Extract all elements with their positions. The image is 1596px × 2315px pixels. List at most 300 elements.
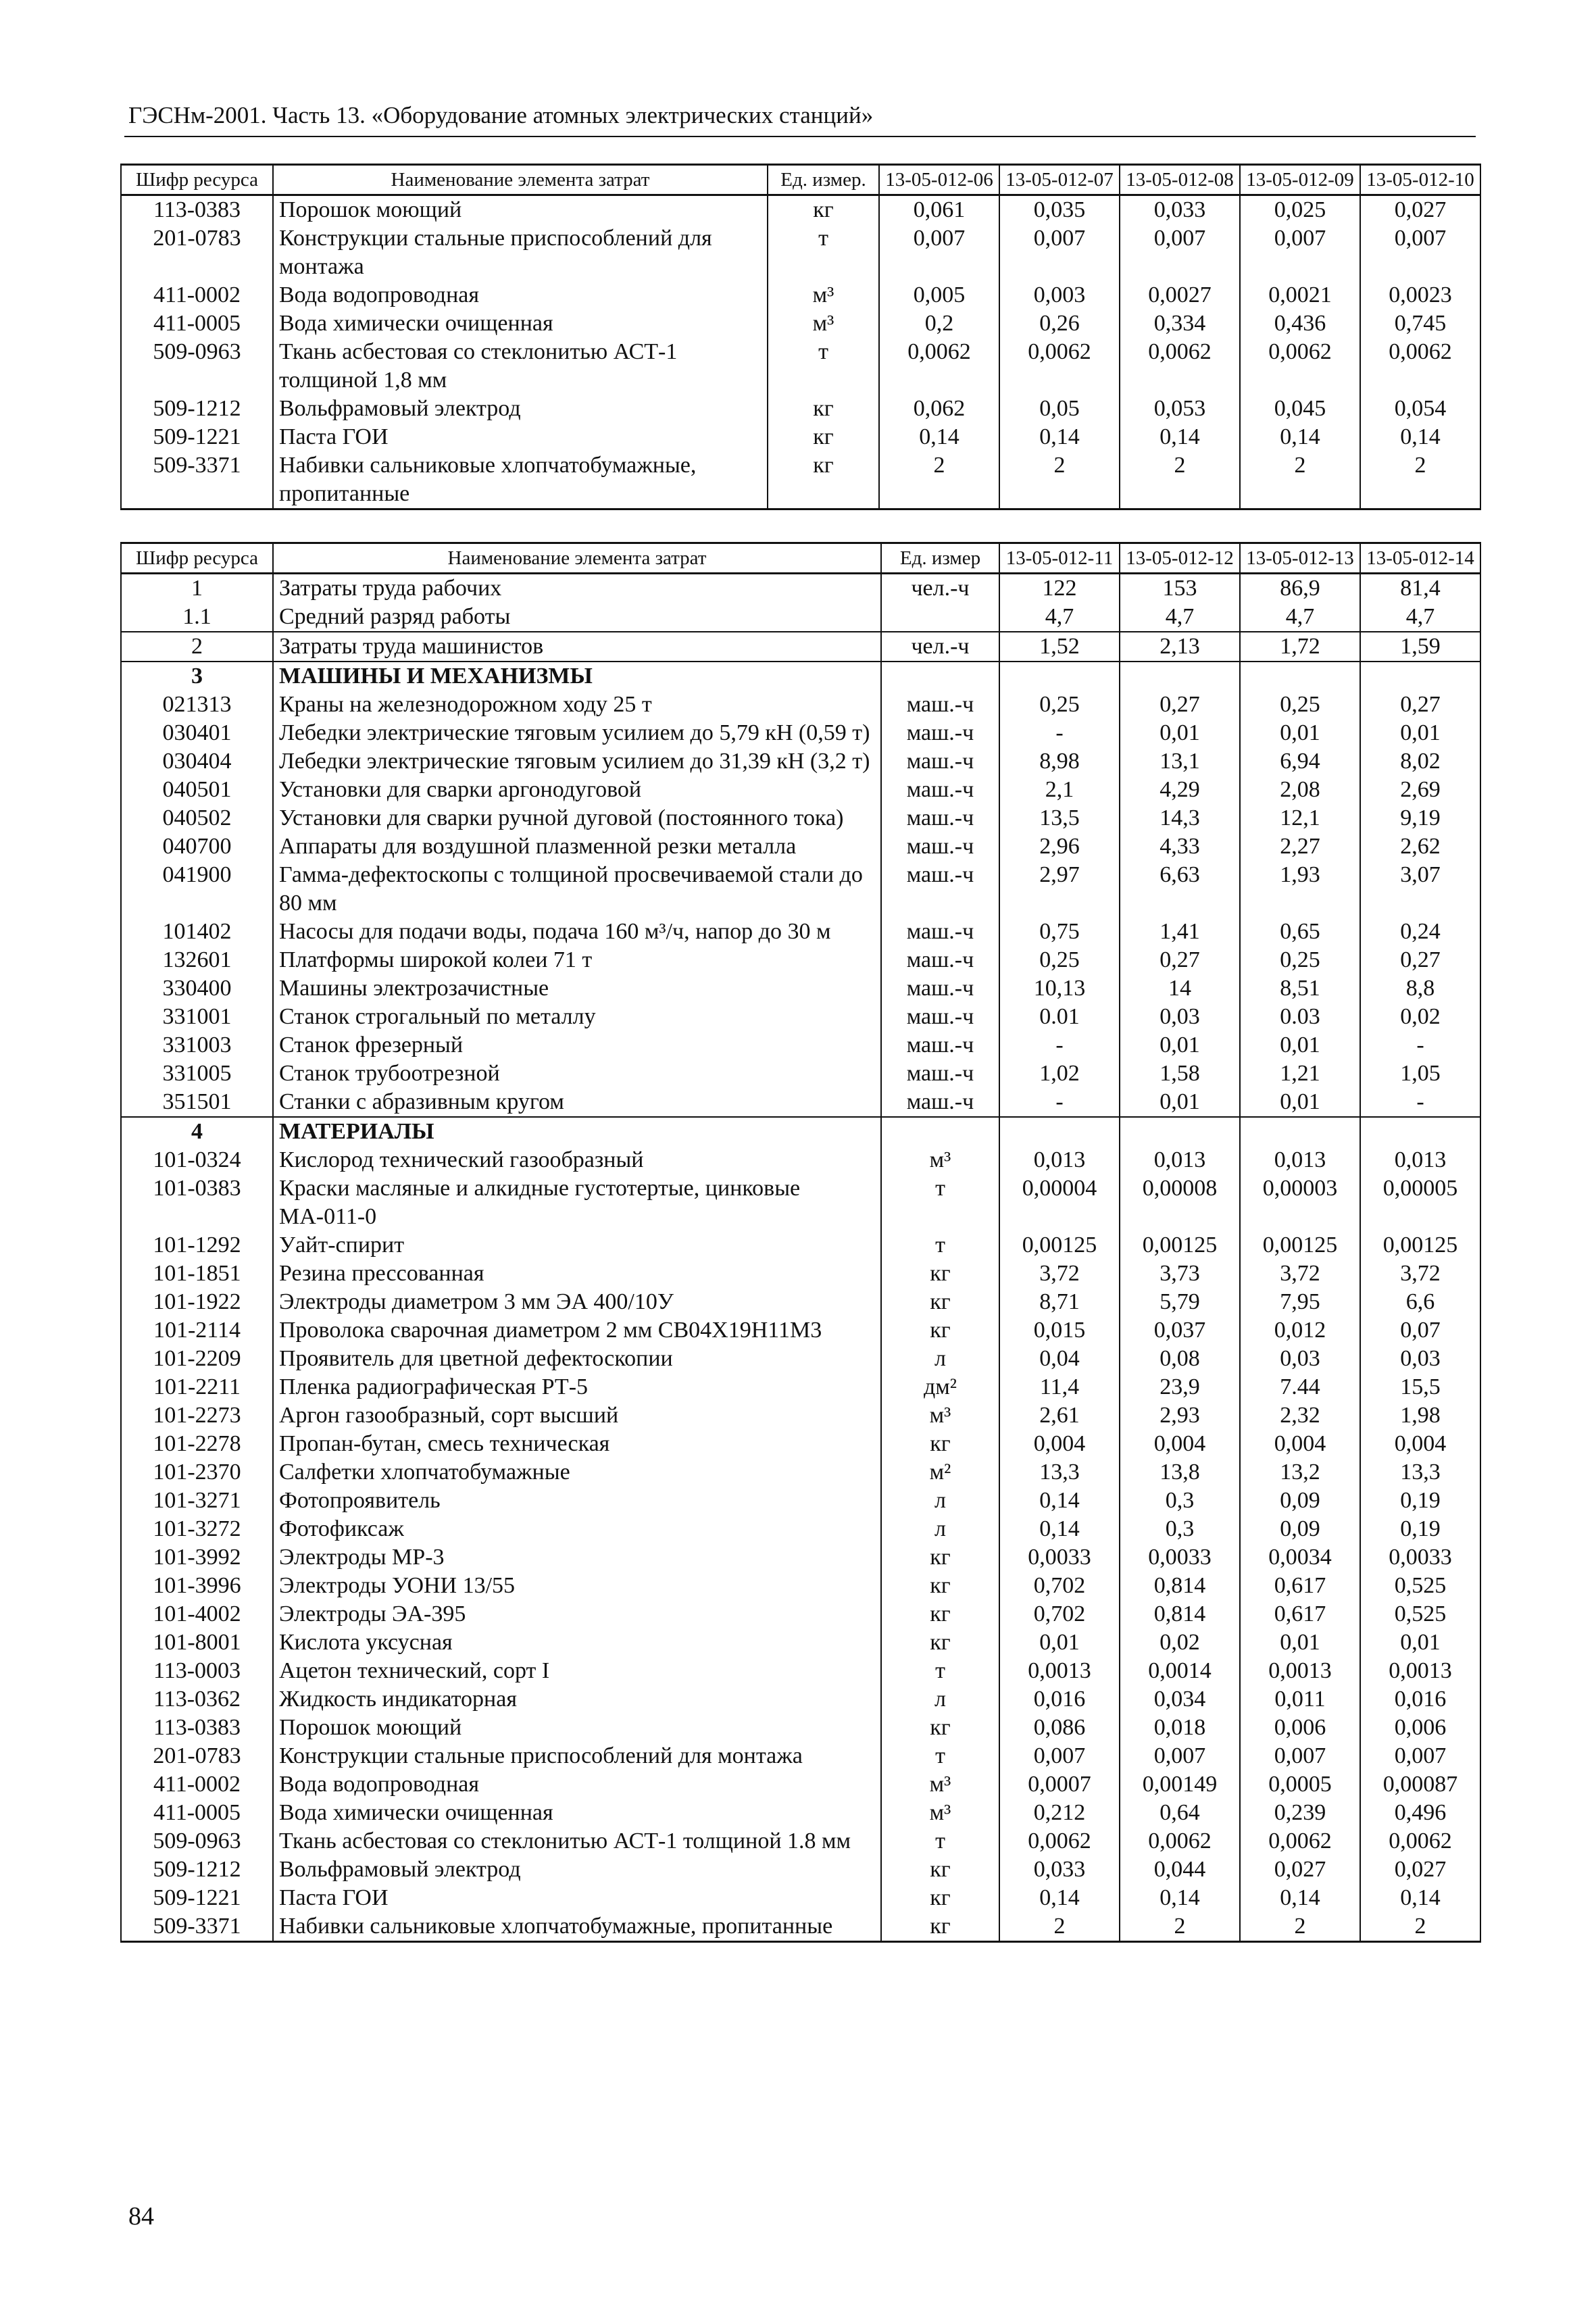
value-cell: 0,14 (999, 1487, 1120, 1515)
resource-code-cell: 201-0783 (121, 1742, 273, 1770)
column-header: Шифр ресурса (121, 165, 273, 195)
unit-cell: маш.-ч (881, 691, 999, 719)
value-cell: 0,013 (999, 1146, 1120, 1174)
unit-cell: кг (881, 1572, 999, 1600)
value-cell: 0,0013 (1360, 1657, 1480, 1685)
resource-name-cell: Установки для сварки ручной дуговой (постоянного тока) (273, 804, 881, 832)
resource-code-cell: 509-1221 (121, 423, 273, 451)
unit-cell: м³ (881, 1146, 999, 1174)
value-cell: 0,01 (1120, 1031, 1240, 1060)
value-cell: 0,0014 (1120, 1657, 1240, 1685)
value-cell: 0,034 (1120, 1685, 1240, 1714)
resource-code-cell: 330400 (121, 974, 273, 1003)
resource-name-cell: Порошок моющий (273, 195, 768, 225)
resource-name-cell: Станок строгальный по металлу (273, 1003, 881, 1031)
value-cell: 3,72 (1360, 1260, 1480, 1288)
value-cell: 0,436 (1240, 309, 1360, 338)
table-row (121, 776, 1480, 804)
value-cell: 0,14 (999, 1515, 1120, 1543)
value-cell: 0,09 (1240, 1515, 1360, 1543)
unit-cell: маш.-ч (881, 719, 999, 747)
resource-name-cell: Установки для сварки аргонодуговой (273, 776, 881, 804)
value-cell: 0,0021 (1240, 281, 1360, 309)
resource-code-cell: 113-0362 (121, 1685, 273, 1714)
unit-cell: маш.-ч (881, 1088, 999, 1117)
value-cell: 5,79 (1120, 1288, 1240, 1316)
value-cell: 0,239 (1240, 1799, 1360, 1827)
resource-code-cell: 509-0963 (121, 1827, 273, 1856)
value-cell: 0,14 (1360, 423, 1480, 451)
value-cell: 0,08 (1120, 1345, 1240, 1373)
resource-name-cell: Конструкции стальные приспособлений для монтажа (273, 224, 768, 281)
value-cell: 0,007 (1240, 1742, 1360, 1770)
value-cell: 0,004 (1240, 1430, 1360, 1458)
resource-code-cell: 101-2114 (121, 1316, 273, 1345)
column-header: Ед. измер. (768, 165, 879, 195)
value-cell: 0,814 (1120, 1600, 1240, 1628)
unit-cell: кг (768, 423, 879, 451)
value-cell: 0,0033 (999, 1543, 1120, 1572)
value-cell: 0,007 (1360, 224, 1480, 281)
table-row (121, 574, 1480, 603)
table-row (121, 1088, 1480, 1117)
unit-cell: кг (768, 451, 879, 509)
value-cell: 0,007 (1120, 1742, 1240, 1770)
unit-cell: т (768, 224, 879, 281)
value-cell: 6,94 (1240, 747, 1360, 776)
resource-name-cell: Вольфрамовый электрод (273, 1856, 881, 1884)
resource-code-cell: 113-0383 (121, 1714, 273, 1742)
unit-cell: м³ (768, 309, 879, 338)
value-cell: 0,14 (1360, 1884, 1480, 1912)
value-cell: 4,7 (1120, 603, 1240, 632)
value-cell: 0,75 (999, 918, 1120, 946)
value-cell: 2 (879, 451, 999, 509)
value-cell: 0,814 (1120, 1572, 1240, 1600)
value-cell: 0,02 (1360, 1003, 1480, 1031)
value-cell: 0,14 (1240, 423, 1360, 451)
table-row (121, 1146, 1480, 1174)
table-row (121, 1799, 1480, 1827)
value-cell (1360, 1117, 1480, 1146)
page-number: 84 (128, 2202, 154, 2231)
value-cell: 0,0062 (999, 1827, 1120, 1856)
value-cell: 0,013 (1360, 1146, 1480, 1174)
resource-code-cell: 4 (121, 1117, 273, 1146)
value-cell: 0,061 (879, 195, 999, 225)
value-cell: 0,013 (1240, 1146, 1360, 1174)
resource-name-cell: Вода химически очищенная (273, 309, 768, 338)
unit-cell: л (881, 1515, 999, 1543)
value-cell: - (1360, 1088, 1480, 1117)
value-cell: 0,004 (999, 1430, 1120, 1458)
table-row (121, 1714, 1480, 1742)
table-row (121, 423, 1480, 451)
value-cell: 0,14 (999, 1884, 1120, 1912)
value-cell (1120, 662, 1240, 691)
resource-name-cell: Аппараты для воздушной плазменной резки металла (273, 832, 881, 861)
value-cell: 0,007 (1360, 1742, 1480, 1770)
column-header: Ед. измер (881, 543, 999, 574)
value-cell: 0,01 (1240, 1628, 1360, 1657)
table-row (121, 1827, 1480, 1856)
value-cell: 6,6 (1360, 1288, 1480, 1316)
value-cell: 0,0062 (1120, 338, 1240, 395)
value-cell: 2 (1240, 1912, 1360, 1942)
table-row (121, 1174, 1480, 1231)
resource-name-cell: Жидкость индикаторная (273, 1685, 881, 1714)
resource-code-cell: 411-0005 (121, 1799, 273, 1827)
value-cell: 0,26 (999, 309, 1120, 338)
value-cell: 0,02 (1120, 1628, 1240, 1657)
resource-name-cell: Электроды МР-3 (273, 1543, 881, 1572)
resource-code-cell: 040502 (121, 804, 273, 832)
resource-name-cell: Вольфрамовый электрод (273, 395, 768, 423)
table-row (121, 1003, 1480, 1031)
unit-cell: кг (768, 395, 879, 423)
resource-name-cell: Затраты труда рабочих (273, 574, 881, 603)
value-cell: 0,003 (999, 281, 1120, 309)
value-cell: 2,08 (1240, 776, 1360, 804)
table-row (121, 1031, 1480, 1060)
unit-cell: м² (881, 1458, 999, 1487)
resource-name-cell: Насосы для подачи воды, подача 160 м³/ч, напор до 30 м (273, 918, 881, 946)
value-cell: 0,0062 (1360, 1827, 1480, 1856)
value-cell: 2,93 (1120, 1401, 1240, 1430)
value-cell: 3,07 (1360, 861, 1480, 918)
unit-cell: маш.-ч (881, 804, 999, 832)
value-cell: 0,334 (1120, 309, 1240, 338)
value-cell: 0,027 (1360, 195, 1480, 225)
value-cell: 13,2 (1240, 1458, 1360, 1487)
resource-code-cell: 101-2370 (121, 1458, 273, 1487)
resource-name-cell: Ткань асбестовая со стеклонитью АСТ-1 толщиной 1,8 мм (273, 338, 768, 395)
resource-name-cell: Паста ГОИ (273, 423, 768, 451)
value-cell: 12,1 (1240, 804, 1360, 832)
table-row (121, 1487, 1480, 1515)
value-cell: 81,4 (1360, 574, 1480, 603)
value-cell: 0,01 (1240, 719, 1360, 747)
value-cell: 0,64 (1120, 1799, 1240, 1827)
value-cell: 2,69 (1360, 776, 1480, 804)
value-cell: 11,4 (999, 1373, 1120, 1401)
value-cell: 2,1 (999, 776, 1120, 804)
resource-name-cell: Вода водопроводная (273, 281, 768, 309)
value-cell: 0,0062 (1240, 338, 1360, 395)
value-cell: 2,96 (999, 832, 1120, 861)
value-cell: 0,0062 (1120, 1827, 1240, 1856)
resource-code-cell: 1.1 (121, 603, 273, 632)
value-cell: 0,054 (1360, 395, 1480, 423)
value-cell: 0,007 (999, 1742, 1120, 1770)
value-cell: 0,617 (1240, 1600, 1360, 1628)
value-cell: 1,52 (999, 632, 1120, 662)
table-row (121, 1572, 1480, 1600)
value-cell: 0,00149 (1120, 1770, 1240, 1799)
resource-code-cell: 101-2209 (121, 1345, 273, 1373)
resource-code-cell: 509-1212 (121, 395, 273, 423)
unit-cell (881, 603, 999, 632)
value-cell (1120, 1117, 1240, 1146)
unit-cell: маш.-ч (881, 747, 999, 776)
value-cell: 0,00003 (1240, 1174, 1360, 1231)
value-cell: 0,05 (999, 395, 1120, 423)
value-cell: 0,015 (999, 1316, 1120, 1345)
page-header-title: ГЭСНм-2001. Часть 13. «Оборудование атомных электрических станций» (128, 102, 874, 128)
value-cell: 2,62 (1360, 832, 1480, 861)
resource-name-cell: Лебедки электрические тяговым усилием до 5,79 кН (0,59 т) (273, 719, 881, 747)
value-cell: 0,007 (1120, 224, 1240, 281)
value-cell: 0,0005 (1240, 1770, 1360, 1799)
resource-code-cell: 101-2278 (121, 1430, 273, 1458)
value-cell: 3,72 (999, 1260, 1120, 1288)
resource-code-cell: 3 (121, 662, 273, 691)
value-cell (1360, 662, 1480, 691)
value-cell: 0,027 (1360, 1856, 1480, 1884)
table-row (121, 451, 1480, 509)
value-cell: 4,7 (999, 603, 1120, 632)
resource-name-cell: Машины электрозачистные (273, 974, 881, 1003)
unit-cell: л (881, 1345, 999, 1373)
resource-name-cell: Станок фрезерный (273, 1031, 881, 1060)
resource-table-2 (120, 542, 1481, 1943)
value-cell: 0,006 (1360, 1714, 1480, 1742)
value-cell: 1,98 (1360, 1401, 1480, 1430)
value-cell: 2 (999, 451, 1120, 509)
value-cell: 1,59 (1360, 632, 1480, 662)
value-cell: 1,72 (1240, 632, 1360, 662)
value-cell: 23,9 (1120, 1373, 1240, 1401)
resource-code-cell: 331003 (121, 1031, 273, 1060)
value-cell: 0,025 (1240, 195, 1360, 225)
column-header: 13-05-012-12 (1120, 543, 1240, 574)
value-cell: 14,3 (1120, 804, 1240, 832)
resource-name-cell: Станок трубоотрезной (273, 1060, 881, 1088)
table-row (121, 1401, 1480, 1430)
table-row (121, 1856, 1480, 1884)
resource-code-cell: 201-0783 (121, 224, 273, 281)
resource-name-cell: МАТЕРИАЛЫ (273, 1117, 881, 1146)
unit-cell: чел.-ч (881, 632, 999, 662)
unit-cell: кг (881, 1884, 999, 1912)
resource-code-cell: 101-3996 (121, 1572, 273, 1600)
value-cell: 8,71 (999, 1288, 1120, 1316)
table-row (121, 195, 1480, 225)
resource-code-cell: 041900 (121, 861, 273, 918)
unit-cell: маш.-ч (881, 1060, 999, 1088)
unit-cell: м³ (881, 1799, 999, 1827)
table-row (121, 918, 1480, 946)
value-cell: 0,27 (1120, 946, 1240, 974)
column-header: 13-05-012-13 (1240, 543, 1360, 574)
resource-name-cell: Кислота уксусная (273, 1628, 881, 1657)
value-cell: 0,01 (1240, 1031, 1360, 1060)
unit-cell: т (768, 338, 879, 395)
resource-code-cell: 101-1292 (121, 1231, 273, 1260)
unit-cell: кг (881, 1288, 999, 1316)
unit-cell: кг (768, 195, 879, 225)
table-row (121, 1060, 1480, 1088)
value-cell: 0,0013 (1240, 1657, 1360, 1685)
value-cell: 0,00008 (1120, 1174, 1240, 1231)
value-cell: 0,035 (999, 195, 1120, 225)
unit-cell: л (881, 1487, 999, 1515)
value-cell: - (999, 1088, 1120, 1117)
resource-code-cell: 509-3371 (121, 1912, 273, 1942)
value-cell: 2 (999, 1912, 1120, 1942)
value-cell: 2,13 (1120, 632, 1240, 662)
column-header: 13-05-012-09 (1240, 165, 1360, 195)
table-row (121, 1600, 1480, 1628)
value-cell: 0,011 (1240, 1685, 1360, 1714)
resource-code-cell: 132601 (121, 946, 273, 974)
resource-code-cell: 2 (121, 632, 273, 662)
value-cell: 0,00087 (1360, 1770, 1480, 1799)
resource-name-cell: Резина прессованная (273, 1260, 881, 1288)
value-cell: 0,496 (1360, 1799, 1480, 1827)
resource-code-cell: 509-3371 (121, 451, 273, 509)
value-cell: 153 (1120, 574, 1240, 603)
resource-code-cell: 030404 (121, 747, 273, 776)
unit-cell: кг (881, 1628, 999, 1657)
resource-code-cell: 509-1221 (121, 1884, 273, 1912)
value-cell: 0,086 (999, 1714, 1120, 1742)
table-row (121, 832, 1480, 861)
resource-code-cell: 411-0005 (121, 309, 273, 338)
value-cell: 0,702 (999, 1572, 1120, 1600)
resource-name-cell: Кислород технический газообразный (273, 1146, 881, 1174)
resource-name-cell: Фотопроявитель (273, 1487, 881, 1515)
value-cell: 0,27 (1120, 691, 1240, 719)
value-cell: 0,01 (999, 1628, 1120, 1657)
value-cell: 6,63 (1120, 861, 1240, 918)
value-cell: 0,00125 (1120, 1231, 1240, 1260)
value-cell: 2,27 (1240, 832, 1360, 861)
resource-name-cell: Электроды УОНИ 13/55 (273, 1572, 881, 1600)
resource-name-cell: Аргон газообразный, сорт высший (273, 1401, 881, 1430)
value-cell: 4,29 (1120, 776, 1240, 804)
unit-cell: маш.-ч (881, 861, 999, 918)
column-header: 13-05-012-10 (1360, 165, 1480, 195)
unit-cell: т (881, 1657, 999, 1685)
value-cell: 2 (1120, 1912, 1240, 1942)
table-row (121, 309, 1480, 338)
value-cell: 0,03 (1360, 1345, 1480, 1373)
value-cell: 0,25 (999, 691, 1120, 719)
value-cell: 0,033 (1120, 195, 1240, 225)
value-cell: 0,016 (999, 1685, 1120, 1714)
value-cell: 3,73 (1120, 1260, 1240, 1288)
resource-code-cell: 040501 (121, 776, 273, 804)
resource-code-cell: 101-2211 (121, 1373, 273, 1401)
value-cell: 0,016 (1360, 1685, 1480, 1714)
value-cell: - (1360, 1031, 1480, 1060)
resource-code-cell: 113-0383 (121, 195, 273, 225)
table-row (121, 946, 1480, 974)
value-cell: 0,65 (1240, 918, 1360, 946)
value-cell: 0,617 (1240, 1572, 1360, 1600)
value-cell: 13,3 (1360, 1458, 1480, 1487)
resource-code-cell: 101-3992 (121, 1543, 273, 1572)
value-cell: 0,018 (1120, 1714, 1240, 1742)
value-cell: 0,0062 (879, 338, 999, 395)
value-cell: 0,0062 (1240, 1827, 1360, 1856)
value-cell: 0,212 (999, 1799, 1120, 1827)
value-cell: 0,14 (879, 423, 999, 451)
value-cell: 0,0062 (1360, 338, 1480, 395)
unit-cell: т (881, 1827, 999, 1856)
resource-name-cell: Ткань асбестовая со стеклонитью АСТ-1 толщиной 1.8 мм (273, 1827, 881, 1856)
value-cell: 0,03 (1240, 1345, 1360, 1373)
unit-cell: чел.-ч (881, 574, 999, 603)
value-cell: 0,25 (1240, 691, 1360, 719)
table-row (121, 1884, 1480, 1912)
resource-code-cell: 101-1851 (121, 1260, 273, 1288)
unit-cell: т (881, 1174, 999, 1231)
resource-name-cell: Средний разряд работы (273, 603, 881, 632)
resource-name-cell: Паста ГОИ (273, 1884, 881, 1912)
unit-cell: л (881, 1685, 999, 1714)
value-cell: 0,27 (1360, 946, 1480, 974)
value-cell: 0,25 (999, 946, 1120, 974)
value-cell: 122 (999, 574, 1120, 603)
column-header: 13-05-012-06 (879, 165, 999, 195)
resource-code-cell: 030401 (121, 719, 273, 747)
value-cell: 2 (1360, 1912, 1480, 1942)
value-cell: 0,00125 (1360, 1231, 1480, 1260)
table-row (121, 395, 1480, 423)
resource-code-cell: 509-1212 (121, 1856, 273, 1884)
value-cell: 0,702 (999, 1600, 1120, 1628)
value-cell: 13,1 (1120, 747, 1240, 776)
value-cell: 8,51 (1240, 974, 1360, 1003)
resource-code-cell: 021313 (121, 691, 273, 719)
unit-cell: маш.-ч (881, 974, 999, 1003)
table-row (121, 603, 1480, 632)
value-cell: 0,045 (1240, 395, 1360, 423)
value-cell: 0,0023 (1360, 281, 1480, 309)
table-row (121, 691, 1480, 719)
value-cell: 0,3 (1120, 1487, 1240, 1515)
value-cell: 0,027 (1240, 1856, 1360, 1884)
resource-name-cell: Уайт-спирит (273, 1231, 881, 1260)
unit-cell: маш.-ч (881, 1031, 999, 1060)
resource-name-cell: Порошок моющий (273, 1714, 881, 1742)
unit-cell: дм² (881, 1373, 999, 1401)
value-cell: 0,0007 (999, 1770, 1120, 1799)
value-cell: 7,95 (1240, 1288, 1360, 1316)
value-cell (999, 1117, 1120, 1146)
value-cell: 0,14 (1240, 1884, 1360, 1912)
value-cell: 0,006 (1240, 1714, 1360, 1742)
table-row (121, 1288, 1480, 1316)
value-cell: 0,04 (999, 1345, 1120, 1373)
resource-name-cell: Пропан-бутан, смесь техническая (273, 1430, 881, 1458)
resource-name-cell: Гамма-дефектоскопы с толщиной просвечиваемой стали до 80 мм (273, 861, 881, 918)
value-cell: 0,01 (1240, 1088, 1360, 1117)
resource-name-cell: Проявитель для цветной дефектоскопии (273, 1345, 881, 1373)
section-row (121, 662, 1480, 691)
value-cell: 0,07 (1360, 1316, 1480, 1345)
value-cell: 0,00004 (999, 1174, 1120, 1231)
value-cell: 0,01 (1120, 719, 1240, 747)
table-row (121, 632, 1480, 662)
value-cell: 0,005 (879, 281, 999, 309)
value-cell: 0,2 (879, 309, 999, 338)
resource-code-cell: 101-0383 (121, 1174, 273, 1231)
table-1-header-row (121, 165, 1480, 195)
unit-cell: кг (881, 1714, 999, 1742)
